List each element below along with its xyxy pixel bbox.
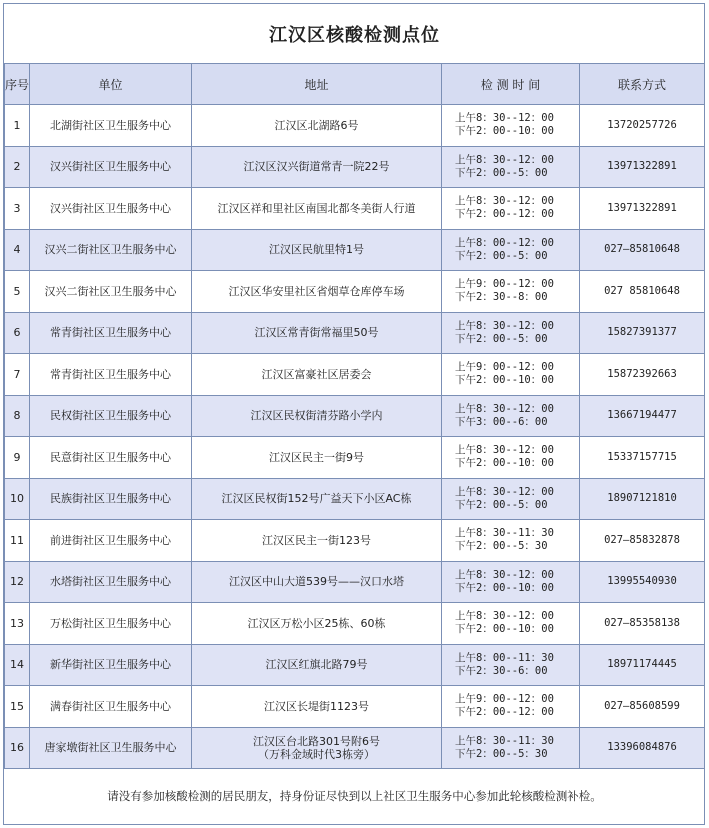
cell-contact: 18907121810 bbox=[580, 478, 705, 520]
table-row bbox=[5, 312, 705, 354]
cell-contact: 027—85832878 bbox=[580, 520, 705, 562]
cell-address bbox=[192, 478, 442, 520]
address-line: 江汉区民主一街123号 bbox=[262, 533, 371, 547]
address-line: 江汉区常青街常福里50号 bbox=[254, 326, 379, 340]
time-pm: 下午2：30--8：00 bbox=[455, 291, 548, 304]
cell-contact: 13720257726 bbox=[580, 105, 705, 147]
time-pm: 下午2：00--10：00 bbox=[455, 457, 554, 470]
time-am: 上午9：00--12：00 bbox=[455, 361, 554, 374]
address-note: （万科金域时代3栋旁） bbox=[258, 747, 375, 761]
time-am: 上午8：30--12：00 bbox=[455, 153, 554, 166]
cell-unit: 民意街社区卫生服务中心 bbox=[30, 437, 192, 479]
cell-unit: 民族街社区卫生服务中心 bbox=[30, 478, 192, 520]
address-line: 江汉区民主一街9号 bbox=[269, 450, 364, 464]
time-am: 上午8：30--12：00 bbox=[455, 319, 554, 332]
cell-index: 1 bbox=[5, 105, 30, 147]
time-am: 上午8：30--11：30 bbox=[455, 527, 554, 540]
cell-unit: 常青街社区卫生服务中心 bbox=[30, 354, 192, 396]
cell-unit: 唐家墩街社区卫生服务中心 bbox=[30, 727, 192, 769]
cell-address bbox=[192, 146, 442, 188]
table-row bbox=[5, 271, 705, 313]
time-am: 上午8：30--12：00 bbox=[455, 568, 554, 581]
cell-address bbox=[192, 188, 442, 230]
cell-unit: 汉兴二街社区卫生服务中心 bbox=[30, 229, 192, 271]
time-am: 上午8：30--12：00 bbox=[455, 610, 554, 623]
cell-index: 13 bbox=[5, 603, 30, 645]
cell-unit: 汉兴街社区卫生服务中心 bbox=[30, 146, 192, 188]
cell-time bbox=[442, 354, 580, 396]
address-line: 江汉区民权街152号广益天下小区AC栋 bbox=[221, 492, 412, 506]
cell-index: 14 bbox=[5, 644, 30, 686]
cell-contact: 13971322891 bbox=[580, 188, 705, 230]
time-am: 上午8：00--12：00 bbox=[455, 236, 554, 249]
cell-contact: 027—85608599 bbox=[580, 686, 705, 728]
table-title: 江汉区核酸检测点位 bbox=[5, 4, 705, 64]
cell-contact: 15872392663 bbox=[580, 354, 705, 396]
cell-contact: 13396084876 bbox=[580, 727, 705, 769]
table-row bbox=[5, 520, 705, 562]
cell-contact: 18971174445 bbox=[580, 644, 705, 686]
address-line: 江汉区长堤街1123号 bbox=[264, 699, 369, 713]
table-body bbox=[5, 105, 705, 769]
cell-unit: 新华街社区卫生服务中心 bbox=[30, 644, 192, 686]
cell-time bbox=[442, 478, 580, 520]
cell-contact: 027—85810648 bbox=[580, 229, 705, 271]
cell-time bbox=[442, 229, 580, 271]
cell-address bbox=[192, 229, 442, 271]
cell-unit: 北湖街社区卫生服务中心 bbox=[30, 105, 192, 147]
cell-address bbox=[192, 437, 442, 479]
cell-time bbox=[442, 603, 580, 645]
cell-time bbox=[442, 312, 580, 354]
cell-index: 5 bbox=[5, 271, 30, 313]
address-line: 江汉区中山大道539号——汉口水塔 bbox=[229, 575, 404, 589]
cell-unit: 前进街社区卫生服务中心 bbox=[30, 520, 192, 562]
time-pm: 下午2：00--5：30 bbox=[455, 540, 548, 553]
cell-unit: 水塔街社区卫生服务中心 bbox=[30, 561, 192, 603]
time-pm: 下午2：00--5：00 bbox=[455, 498, 548, 511]
cell-contact: 13995540930 bbox=[580, 561, 705, 603]
cell-unit: 常青街社区卫生服务中心 bbox=[30, 312, 192, 354]
table-header-row bbox=[5, 64, 705, 105]
time-am: 上午8：30--12：00 bbox=[455, 444, 554, 457]
cell-time bbox=[442, 727, 580, 769]
cell-time bbox=[442, 686, 580, 728]
address-line: 江汉区红旗北路79号 bbox=[265, 658, 368, 672]
table-row bbox=[5, 229, 705, 271]
cell-time bbox=[442, 644, 580, 686]
table-row bbox=[5, 188, 705, 230]
header-contact: 联系方式 bbox=[580, 64, 705, 105]
time-am: 上午8：30--12：00 bbox=[455, 112, 554, 125]
time-pm: 下午2：30--6：00 bbox=[455, 664, 548, 677]
cell-contact: 15337157715 bbox=[580, 437, 705, 479]
cell-index: 12 bbox=[5, 561, 30, 603]
cell-unit: 民权街社区卫生服务中心 bbox=[30, 395, 192, 437]
cell-address bbox=[192, 354, 442, 396]
table-row bbox=[5, 686, 705, 728]
header-unit: 单位 bbox=[30, 64, 192, 105]
cell-unit: 万松街社区卫生服务中心 bbox=[30, 603, 192, 645]
time-am: 上午8：00--11：30 bbox=[455, 651, 554, 664]
address-line: 江汉区华安里社区省烟草仓库停车场 bbox=[228, 284, 405, 298]
time-pm: 下午2：00--10：00 bbox=[455, 623, 554, 636]
cell-time bbox=[442, 520, 580, 562]
cell-index: 15 bbox=[5, 686, 30, 728]
time-pm: 下午2：00--5：30 bbox=[455, 747, 548, 760]
table-row bbox=[5, 644, 705, 686]
cell-address bbox=[192, 603, 442, 645]
table-row bbox=[5, 437, 705, 479]
cell-time bbox=[442, 561, 580, 603]
cell-unit: 满春街社区卫生服务中心 bbox=[30, 686, 192, 728]
cell-time bbox=[442, 271, 580, 313]
cell-address bbox=[192, 312, 442, 354]
time-am: 上午8：30--12：00 bbox=[455, 485, 554, 498]
cell-index: 16 bbox=[5, 727, 30, 769]
cell-contact: 13971322891 bbox=[580, 146, 705, 188]
cell-address bbox=[192, 561, 442, 603]
cell-unit: 汉兴街社区卫生服务中心 bbox=[30, 188, 192, 230]
address-line: 江汉区祥和里社区南国北都冬美街人行道 bbox=[217, 201, 416, 215]
header-address: 地址 bbox=[192, 64, 442, 105]
time-pm: 下午2：00--5：00 bbox=[455, 249, 548, 262]
cell-index: 8 bbox=[5, 395, 30, 437]
cell-contact: 13667194477 bbox=[580, 395, 705, 437]
address-line: 江汉区民航里特1号 bbox=[269, 243, 364, 257]
time-am: 上午8：30--12：00 bbox=[455, 402, 554, 415]
header-time: 检 测 时 间 bbox=[442, 64, 580, 105]
time-pm: 下午2：00--5：00 bbox=[455, 166, 548, 179]
time-am: 上午8：30--12：00 bbox=[455, 195, 554, 208]
table-row bbox=[5, 727, 705, 769]
table-row bbox=[5, 561, 705, 603]
cell-address bbox=[192, 520, 442, 562]
cell-time bbox=[442, 188, 580, 230]
cell-address bbox=[192, 686, 442, 728]
address-line: 江汉区汉兴街道常青一院22号 bbox=[243, 160, 390, 174]
cell-address bbox=[192, 727, 442, 769]
address-line: 江汉区北湖路6号 bbox=[274, 118, 359, 132]
time-pm: 下午2：00--10：00 bbox=[455, 581, 554, 594]
header-index: 序号 bbox=[5, 64, 30, 105]
cell-index: 11 bbox=[5, 520, 30, 562]
time-am: 上午9：00--12：00 bbox=[455, 278, 554, 291]
cell-index: 9 bbox=[5, 437, 30, 479]
table-row bbox=[5, 603, 705, 645]
cell-index: 3 bbox=[5, 188, 30, 230]
cell-address bbox=[192, 395, 442, 437]
cell-time bbox=[442, 437, 580, 479]
time-am: 上午9：00--12：00 bbox=[455, 693, 554, 706]
cell-time bbox=[442, 146, 580, 188]
table-row bbox=[5, 105, 705, 147]
time-pm: 下午2：00--12：00 bbox=[455, 208, 554, 221]
address-line: 江汉区台北路301号附6号 bbox=[253, 734, 380, 748]
time-pm: 下午2：00--5：00 bbox=[455, 332, 548, 345]
cell-address bbox=[192, 105, 442, 147]
cell-index: 10 bbox=[5, 478, 30, 520]
time-pm: 下午3：00--6：00 bbox=[455, 415, 548, 428]
cell-index: 2 bbox=[5, 146, 30, 188]
cell-time bbox=[442, 395, 580, 437]
cell-contact: 027—85358138 bbox=[580, 603, 705, 645]
cell-unit: 汉兴二街社区卫生服务中心 bbox=[30, 271, 192, 313]
footer-note: 请没有参加核酸检测的居民朋友，持身份证尽快到以上社区卫生服务中心参加此轮核酸检测补检。 bbox=[5, 769, 705, 824]
table-row bbox=[5, 478, 705, 520]
table-row bbox=[5, 354, 705, 396]
cell-index: 6 bbox=[5, 312, 30, 354]
cell-index: 7 bbox=[5, 354, 30, 396]
cell-address bbox=[192, 644, 442, 686]
cell-contact: 15827391377 bbox=[580, 312, 705, 354]
time-pm: 下午2：00--10：00 bbox=[455, 374, 554, 387]
cell-address bbox=[192, 271, 442, 313]
address-line: 江汉区民权街清芬路小学内 bbox=[250, 409, 383, 423]
time-pm: 下午2：00--10：00 bbox=[455, 125, 554, 138]
cell-time bbox=[442, 105, 580, 147]
cell-contact: 027 85810648 bbox=[580, 271, 705, 313]
time-am: 上午8：30--11：30 bbox=[455, 734, 554, 747]
time-pm: 下午2：00--12：00 bbox=[455, 706, 554, 719]
testing-sites-table-frame bbox=[3, 3, 705, 825]
table-row bbox=[5, 146, 705, 188]
address-line: 江汉区富豪社区居委会 bbox=[261, 367, 372, 381]
address-line: 江汉区万松小区25栋、60栋 bbox=[247, 616, 386, 630]
testing-sites-table bbox=[4, 4, 705, 823]
table-row bbox=[5, 395, 705, 437]
cell-index: 4 bbox=[5, 229, 30, 271]
